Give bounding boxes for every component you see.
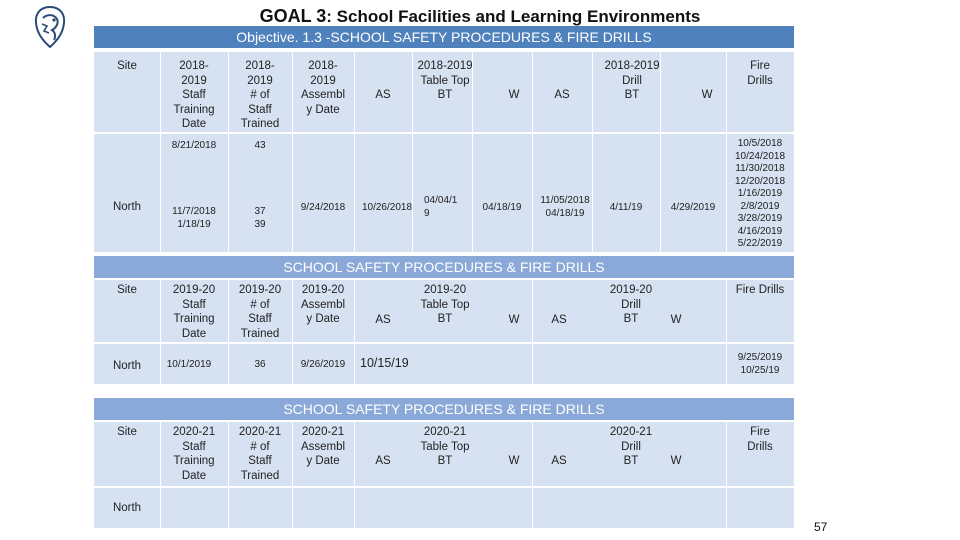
site-name: North [112, 201, 142, 213]
staff-trained: 36 [254, 359, 266, 370]
header-tabletop-as: AS [375, 89, 391, 101]
tabletop-w-date: 04/18/19 [482, 202, 522, 213]
fire-drill-dates: 9/25/2019 10/25/19 [737, 352, 783, 376]
drill-bt-date: 4/11/19 [609, 202, 643, 213]
header-fire-drills: Fire Drills [735, 284, 785, 296]
table-section-2019-20 [94, 280, 794, 384]
header-site: Site [117, 426, 137, 438]
header-fire-drills: Fire Drills [747, 60, 773, 87]
header-tabletop-w: W [508, 89, 520, 101]
header-tabletop-as: AS [375, 314, 391, 326]
page-number: 57 [814, 520, 828, 534]
tabletop-as-date: 10/26/2018 [361, 202, 413, 213]
assembly-date: 9/24/2018 [300, 202, 346, 213]
drill-w-date: 4/29/2019 [670, 202, 716, 213]
header-drill-as: AS [551, 455, 567, 467]
header-staff-trained-count: 2019-20 # of Staff Trained [238, 284, 282, 340]
objective-banner: Objective. 1.3 -SCHOOL SAFETY PROCEDURES & FIRE DRILLS [94, 26, 794, 48]
table-section-2018-2019 [94, 52, 794, 252]
drill-as-dates: 11/05/2018 04/18/19 [540, 195, 590, 219]
header-tabletop-as: AS [375, 455, 391, 467]
tabletop-bt-date: 04/04/1 9 [424, 195, 458, 219]
header-drill-w: W [670, 314, 682, 326]
fire-drill-dates: 10/5/2018 10/24/2018 11/30/2018 12/20/2018 1/16/2019 2/8/2019 3/28/2019 4/16/2019 5/22/2019 [734, 138, 786, 249]
header-assembly-date: 2018- 2019 Assembl y Date [300, 60, 346, 116]
header-assembly-date: 2020-21 Assembl y Date [300, 426, 346, 467]
header-staff-trained-count: 2018- 2019 # of Staff Trained [240, 60, 280, 130]
table-section-2020-21 [94, 422, 794, 528]
header-drill-bt: 2020-21 Drill BT [609, 426, 653, 467]
header-drill-bt: 2019-20 Drill BT [609, 284, 653, 325]
header-staff-trained-count: 2020-21 # of Staff Trained [238, 426, 282, 482]
training-date: 10/1/2019 [166, 359, 212, 370]
header-staff-training-date: 2018- 2019 Staff Training Date [173, 60, 215, 130]
header-staff-training-date: 2019-20 Staff Training Date [172, 284, 216, 340]
header-site: Site [117, 60, 137, 72]
assembly-date: 9/26/2019 [300, 359, 346, 370]
page-title: GOAL 3: School Facilities and Learning Environments [259, 6, 701, 26]
header-tabletop-w: W [508, 455, 520, 467]
tabletop-as-date: 10/15/19 [360, 356, 409, 370]
site-name: North [112, 502, 142, 514]
header-tabletop-bt: 2020-21 Table Top BT [420, 426, 470, 467]
section-banner-2020-21: SCHOOL SAFETY PROCEDURES & FIRE DRILLS [94, 398, 794, 420]
training-date-1: 8/21/2018 [171, 140, 217, 151]
header-drill-bt: 2018-2019 Drill BT [604, 60, 660, 101]
header-drill-w: W [670, 455, 682, 467]
header-drill-as: AS [554, 89, 570, 101]
staff-trained-2: 37 39 [254, 206, 266, 230]
header-site: Site [117, 284, 137, 296]
header-tabletop-bt: 2019-20 Table Top BT [420, 284, 470, 325]
site-name: North [112, 360, 142, 372]
header-drill-as: AS [551, 314, 567, 326]
header-tabletop-bt: 2018-2019 Table Top BT [417, 60, 473, 101]
header-drill-w: W [701, 89, 713, 101]
staff-trained-1: 43 [254, 140, 266, 151]
header-assembly-date: 2019-20 Assembl y Date [300, 284, 346, 325]
header-staff-training-date: 2020-21 Staff Training Date [172, 426, 216, 482]
header-fire-drills: Fire Drills [747, 426, 773, 453]
section-banner-2019-20: SCHOOL SAFETY PROCEDURES & FIRE DRILLS [94, 256, 794, 278]
header-tabletop-w: W [508, 314, 520, 326]
training-date-2: 11/7/2018 1/18/19 [172, 206, 216, 230]
